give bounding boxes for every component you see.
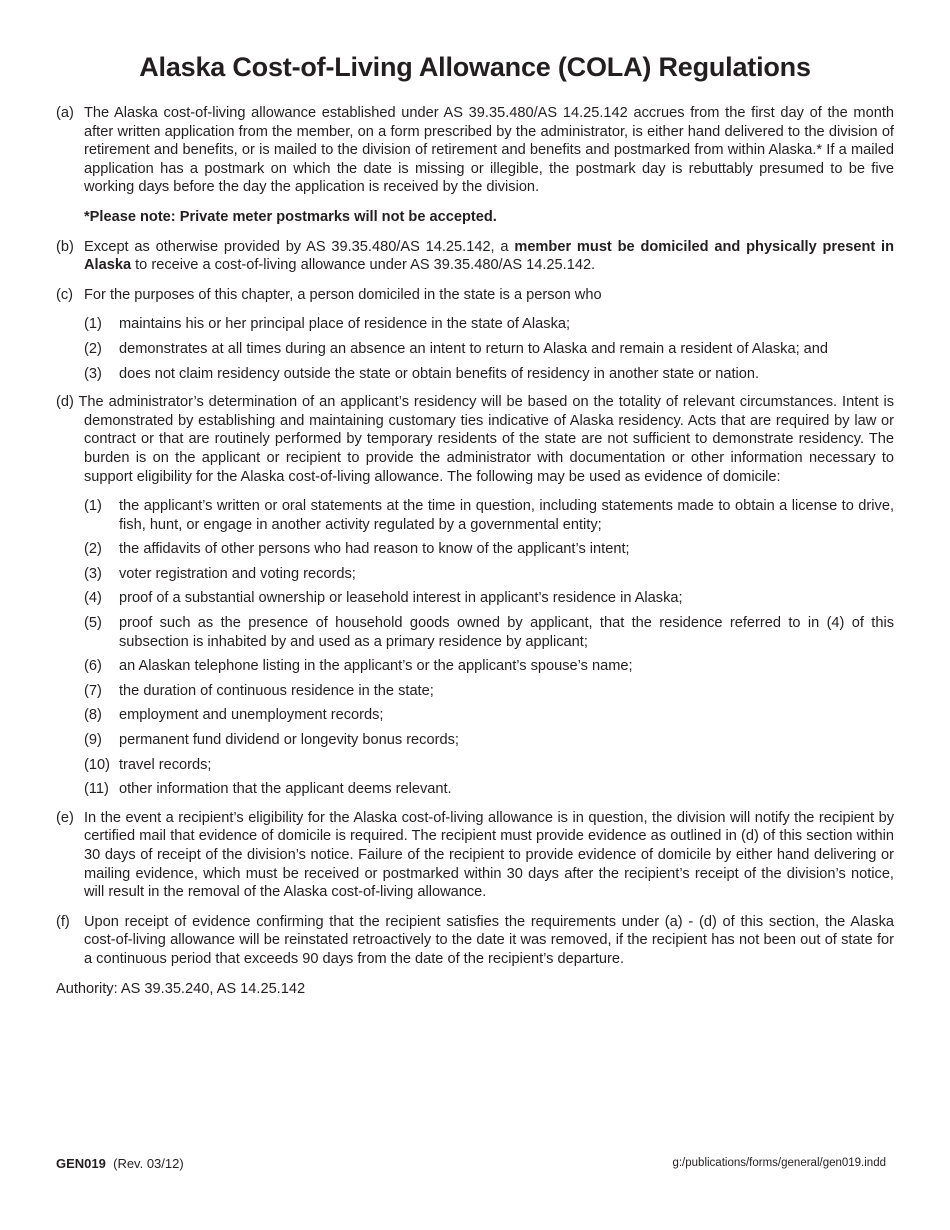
section-f-label: (f): [56, 913, 70, 930]
section-b: [56, 238, 894, 275]
list-item: [56, 589, 894, 608]
list-item-number: (2): [84, 541, 102, 558]
section-c-text: For the purposes of this chapter, a person domiciled in the state is a person who: [84, 286, 602, 303]
list-item-text: other information that the applicant deems relevant.: [119, 781, 452, 798]
section-e-label: (e): [56, 809, 74, 826]
section-b-text-before: Except as otherwise provided by AS 39.35.480/AS 14.25.142, a: [84, 238, 515, 255]
section-d: [56, 393, 894, 486]
list-item: [56, 340, 894, 359]
list-item: [56, 565, 894, 584]
list-item: [56, 365, 894, 384]
section-c: [56, 286, 894, 305]
list-item-text: permanent fund dividend or longevity bonus records;: [119, 732, 459, 749]
list-item-text: demonstrates at all times during an absence an intent to return to Alaska and remain a resident of Alaska; and: [119, 340, 829, 357]
section-a: [56, 104, 894, 197]
list-item: [56, 657, 894, 676]
section-e: [56, 809, 894, 902]
list-item: [56, 756, 894, 775]
list-item-number: (5): [84, 615, 102, 632]
list-item-number: (4): [84, 590, 102, 607]
section-a-text: The Alaska cost-of-living allowance established under AS 39.35.480/AS 14.25.142 accrues from the first day of the month after written application from the member, on a form prescribed by the administrator, is either hand delivered to the division of retirement and benefits, or is mailed to the division of retirement and benefits and postmarked from within Alaska.* If a mailed application has a postmark on which the date is missing or illegible, the postmark day is rebuttably presumed to be five working days before the day the application is received by the division.: [84, 105, 894, 196]
list-item-number: (11): [84, 781, 109, 798]
form-revision: (Rev. 03/12): [113, 1156, 184, 1171]
list-item: [56, 315, 894, 334]
list-item: [56, 706, 894, 725]
list-item-number: (2): [84, 340, 102, 357]
list-item: [56, 540, 894, 559]
list-item-number: (10): [84, 756, 110, 773]
list-item-text: the affidavits of other persons who had reason to know of the applicant’s intent;: [119, 541, 630, 558]
authority-citation: Authority: AS 39.35.240, AS 14.25.142: [56, 980, 306, 997]
section-b-text-bold: member must be domiciled and physically present in Alaska: [84, 238, 894, 274]
list-item-text: travel records;: [119, 756, 212, 773]
section-d-list: [56, 497, 894, 799]
list-item-text: does not claim residency outside the state or obtain benefits of residency in another state or nation.: [119, 365, 760, 382]
list-item-number: (7): [84, 682, 102, 699]
regulation-body: [56, 104, 894, 998]
page-title: Alaska Cost-of-Living Allowance (COLA) Regulations: [139, 52, 811, 82]
list-item-number: (3): [84, 565, 102, 582]
list-item: [56, 731, 894, 750]
list-item-number: (9): [84, 732, 102, 749]
section-b-text-after: to receive a cost-of-living allowance under AS 39.35.480/AS 14.25.142.: [131, 257, 596, 274]
section-f: [56, 913, 894, 969]
section-c-list: [56, 315, 894, 383]
section-b-label: (b): [56, 238, 74, 255]
list-item-number: (3): [84, 365, 102, 382]
form-code: GEN019: [56, 1156, 106, 1171]
list-item-text: maintains his or her principal place of residence in the state of Alaska;: [119, 316, 571, 333]
list-item-number: (1): [84, 316, 102, 333]
list-item-text: the applicant’s written or oral statements at the time in question, including statements made to obtain a license to drive, fish, hunt, or engage in another activity regulated by a governmental entity;: [119, 498, 894, 533]
list-item-number: (6): [84, 658, 102, 675]
postmark-note: *Please note: Private meter postmarks will not be accepted.: [84, 208, 497, 225]
list-item-text: the duration of continuous residence in the state;: [119, 682, 434, 699]
section-e-text: In the event a recipient’s eligibility for the Alaska cost-of-living allowance is in question, the division will notify the recipient by certified mail that evidence of domicile is required. The recipient must provide evidence as outlined in (d) of this section within 30 days of receipt of the division’s notice. Failure of the recipient to provide evidence of domicile by either hand delivering or mailing evidence, which must be received or postmarked within 30 days after the recipient’s receipt of the division’s notice, will result in the removal of the Alaska cost-of-living allowance.: [84, 809, 894, 901]
list-item-text: employment and unemployment records;: [119, 707, 384, 724]
list-item: [56, 497, 894, 534]
list-item-number: (8): [84, 707, 102, 724]
list-item-number: (1): [84, 498, 102, 515]
section-d-label: (d): [56, 394, 74, 411]
section-c-label: (c): [56, 286, 74, 303]
list-item-text: proof such as the presence of household goods owned by applicant, that the residence referred to in (4) of this subsection is inhabited by and used as a primary residence by applicant;: [119, 615, 894, 650]
section-f-text: Upon receipt of evidence confirming that the recipient satisfies the requirements under (a) - (d) of this section, the Alaska cost-of-living allowance will be reinstated retroactively to the date it was removed, if the recipient has not been out of state for a continuous period that exceeds 90 days from the date of the recipient’s departure.: [84, 913, 894, 967]
file-path: g:/publications/forms/general/gen019.indd: [672, 1157, 886, 1169]
list-item-text: voter registration and voting records;: [119, 565, 356, 582]
section-d-text: The administrator’s determination of an applicant’s residency will be based on the totality of relevant circumstances. Intent is demonstrated by establishing and maintaining customary ties indicative of Alaska residency. Acts that are required by law or contract or that are routinely performed by temporary residents of the state are not sufficient to demonstrate residency. The burden is on the applicant or recipient to provide the administrator with documentation or other information necessary to support eligibility for the Alaska cost-of-living allowance. The following may be used as evidence of domicile:: [78, 394, 895, 485]
form-id: [56, 1156, 184, 1171]
list-item-text: proof of a substantial ownership or leasehold interest in applicant’s residence in Alaska;: [119, 590, 683, 607]
section-a-label: (a): [56, 105, 74, 121]
list-item: [56, 682, 894, 701]
list-item-text: an Alaskan telephone listing in the applicant’s or the applicant’s spouse’s name;: [119, 658, 633, 675]
list-item: [56, 780, 894, 799]
list-item: [56, 614, 894, 651]
